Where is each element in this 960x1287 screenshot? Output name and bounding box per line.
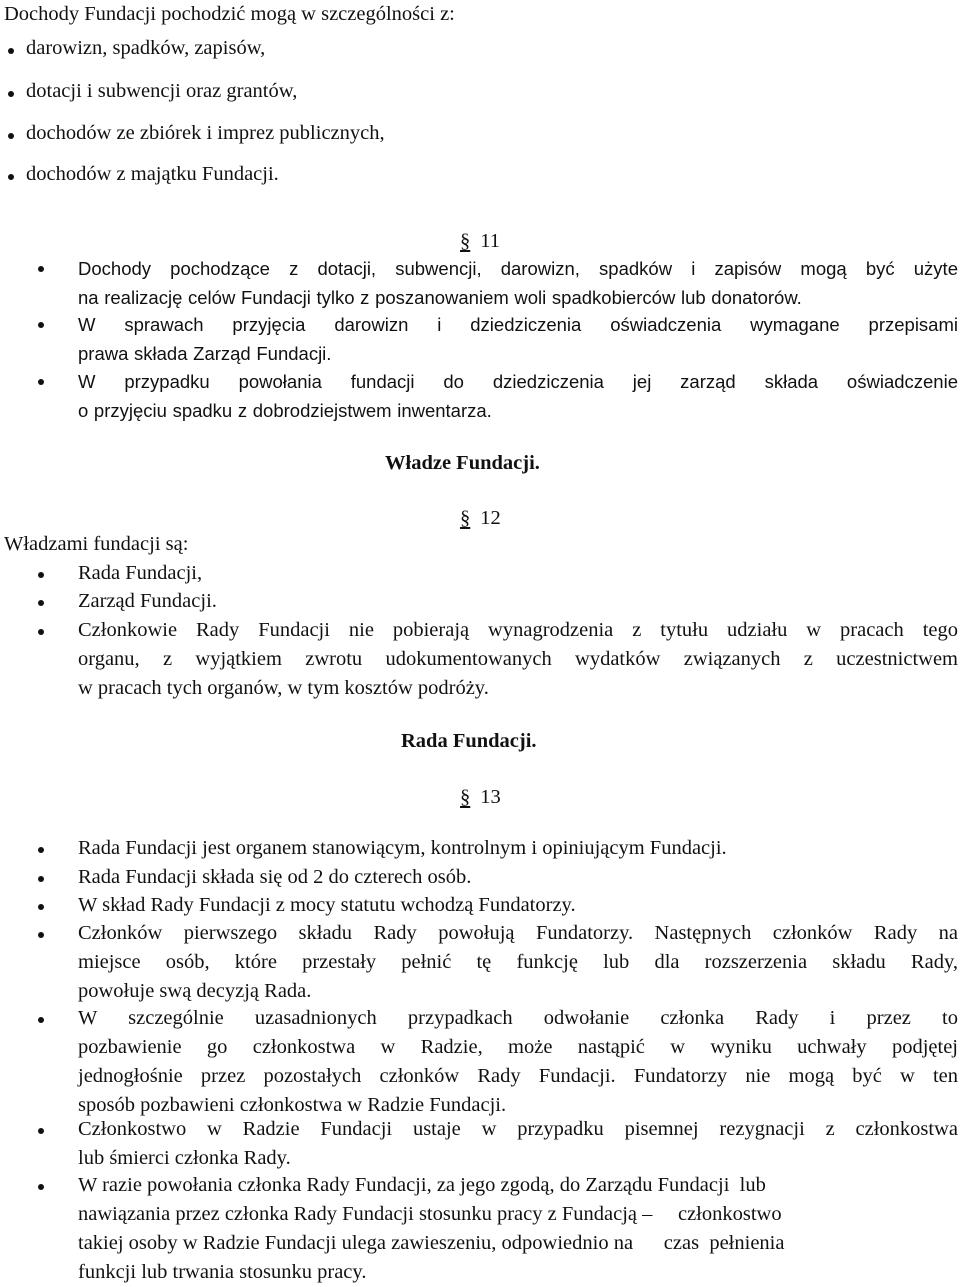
text-line: W przypadku powołania fundacji do dziedziczenia jej zarząd składa oświadczenie <box>78 371 958 392</box>
text-line: na realizację celów Fundacji tylko z poszanowaniem woli spadkobierców lub donatorów. <box>78 287 802 308</box>
text-line: takiej osoby w Radzie Fundacji ulega zawieszeniu, odpowiednio na czas pełnienia <box>78 1232 785 1254</box>
text-line: lub śmierci członka Rady. <box>78 1147 291 1169</box>
text-line: Członkostwo w Radzie Fundacji ustaje w przypadku pisemnej rezygnacji z członkostwa <box>78 1118 958 1140</box>
text-line: W szczególnie uzasadnionych przypadkach odwołanie członka Rady i przez to <box>78 1007 958 1029</box>
bullet <box>38 629 44 635</box>
section-13-item <box>78 834 958 863</box>
intro-lead: Dochody Fundacji pochodzić mogą w szczególności z: <box>4 3 455 25</box>
text-line: Rada Fundacji składa się od 2 do czterech osób. <box>78 866 472 888</box>
text-line: w pracach tych organów, w tym kosztów podróży. <box>78 677 489 699</box>
bullet <box>38 572 44 578</box>
bullet <box>8 91 14 97</box>
text-line: sposób pozbawieni członkostwa w Radzie Fundacji. <box>78 1094 507 1116</box>
section-number: 13 <box>480 786 501 808</box>
bullet <box>38 322 44 328</box>
text-line: W razie powołania członka Rady Fundacji, za jego zgodą, do Zarządu Fundacji lub <box>78 1174 766 1196</box>
body-item: Zarząd Fundacji. <box>78 590 217 612</box>
bullet <box>8 174 14 180</box>
heading-wladze-fundacji: Władze Fundacji. <box>385 452 540 474</box>
section-number: 12 <box>480 507 501 529</box>
section-11-item <box>78 254 958 312</box>
section-11-item <box>78 367 958 425</box>
section-12-marker <box>460 504 501 533</box>
bullet <box>38 379 44 385</box>
section-13-item <box>78 1115 958 1173</box>
section-12-lead: Władzami fundacji są: <box>4 533 189 555</box>
bullet <box>38 266 44 272</box>
section-13-item <box>78 1004 958 1120</box>
section-13-item <box>78 1171 958 1287</box>
section-sign: § <box>460 507 471 529</box>
section-13-marker <box>460 783 501 812</box>
section-sign: § <box>460 786 471 808</box>
bullet <box>8 133 14 139</box>
text-line: funkcji lub trwania stosunku pracy. <box>78 1261 367 1283</box>
text-line: W skład Rady Fundacji z mocy statutu wchodzą Fundatorzy. <box>78 894 576 916</box>
section-11-marker <box>460 227 500 256</box>
bullet <box>38 600 44 606</box>
text-line: Członkowie Rady Fundacji nie pobierają wynagrodzenia z tytułu udziału w pracach tego <box>78 619 958 641</box>
body-item: Rada Fundacji, <box>78 562 203 584</box>
bullet <box>38 1128 44 1134</box>
text-line: Rada Fundacji jest organem stanowiącym, kontrolnym i opiniującym Fundacji. <box>78 837 727 859</box>
intro-item: dotacji i subwencji oraz grantów, <box>26 80 298 102</box>
intro-item: dochodów z majątku Fundacji. <box>26 163 279 185</box>
bullet <box>8 48 14 54</box>
text-line: Dochody pochodzące z dotacji, subwencji, darowizn, spadków i zapisów mogą być użyte <box>78 258 958 279</box>
section-sign: § <box>460 230 471 252</box>
text-line: W sprawach przyjęcia darowizn i dziedziczenia oświadczenia wymagane przepisami <box>78 314 958 335</box>
section-number: 11 <box>480 230 500 252</box>
text-line: prawa składa Zarząd Fundacji. <box>78 343 332 364</box>
text-line: Członków pierwszego składu Rady powołują Fundatorzy. Następnych członków Rady na <box>78 922 958 944</box>
section-12-item <box>78 616 958 703</box>
heading-rada-fundacji: Rada Fundacji. <box>401 730 537 752</box>
bullet <box>38 847 44 853</box>
text-line: pozbawienie go członkostwa w Radzie, może nastąpić w wyniku uchwały podjętej <box>78 1036 958 1058</box>
text-line: powołuje swą decyzją Rada. <box>78 980 312 1002</box>
intro-item: darowizn, spadków, zapisów, <box>26 37 266 59</box>
section-11-item <box>78 310 958 368</box>
section-13-item <box>78 919 958 1006</box>
text-line: organu, z wyjątkiem zwrotu udokumentowanych wydatków związanych z uczestnictwem <box>78 648 958 670</box>
intro-item: dochodów ze zbiórek i imprez publicznych, <box>26 122 385 144</box>
section-13-item <box>78 891 958 920</box>
bullet <box>38 1017 44 1023</box>
bullet <box>38 904 44 910</box>
text-line: nawiązania przez członka Rady Fundacji stosunku pracy z Fundacją – członkostwo <box>78 1203 782 1225</box>
bullet <box>38 1184 44 1190</box>
text-line: o przyjęciu spadku z dobrodziejstwem inwentarza. <box>78 400 492 421</box>
text-line: jednogłośnie przez pozostałych członków Rady Fundacji. Fundatorzy nie mogą być w ten <box>78 1065 958 1087</box>
bullet <box>38 932 44 938</box>
text-line: miejsce osób, które przestały pełnić tę funkcję lub dla rozszerzenia składu Rady, <box>78 951 958 973</box>
section-13-item <box>78 863 958 892</box>
bullet <box>38 876 44 882</box>
